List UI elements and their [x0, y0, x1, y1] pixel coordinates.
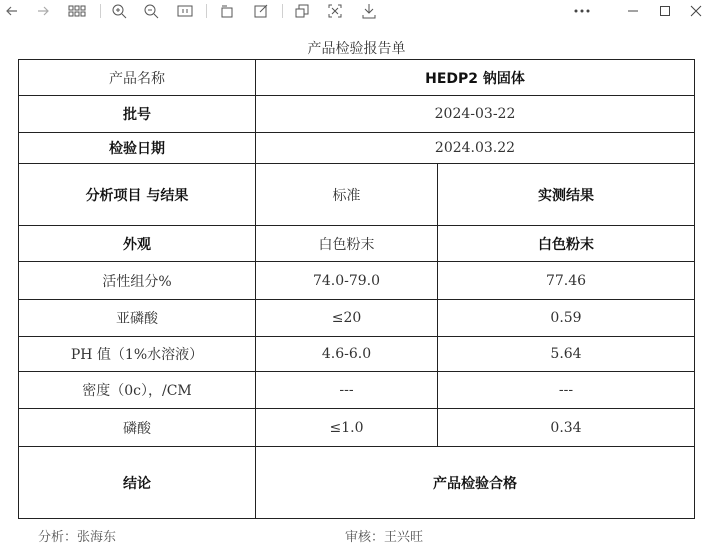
zoom-out-icon[interactable]: [140, 0, 162, 22]
minimize-icon[interactable]: [622, 0, 644, 22]
close-icon[interactable]: [685, 0, 707, 22]
rotate-icon[interactable]: [216, 0, 238, 22]
item-standard: ---: [256, 372, 438, 409]
fullscreen-icon[interactable]: [324, 0, 346, 22]
item-name: 磷酸: [19, 409, 256, 447]
viewer-toolbar: [0, 0, 713, 22]
item-result: 白色粉末: [438, 226, 695, 262]
table-header-row: [19, 164, 695, 226]
back-icon[interactable]: [2, 0, 22, 22]
test-date-value: 2024.03.22: [256, 133, 695, 164]
item-standard: 白色粉末: [256, 226, 438, 262]
table-row: [19, 262, 695, 300]
item-standard: 74.0-79.0: [256, 262, 438, 300]
header-standard: 标准: [256, 164, 438, 226]
item-standard: 4.6-6.0: [256, 337, 438, 372]
item-name: PH 值（1%水溶液）: [19, 337, 256, 372]
header-result: 实测结果: [438, 164, 695, 226]
item-standard: ≤20: [256, 300, 438, 337]
item-result: 77.46: [438, 262, 695, 300]
table-row: [19, 372, 695, 409]
reviewer-text: 审核：王兴旺: [345, 530, 424, 545]
table-row: [19, 133, 695, 164]
analyst-text: 分析：张海东: [38, 530, 117, 545]
table-row: [19, 60, 695, 96]
test-date-label: 检验日期: [19, 133, 256, 164]
item-result: 5.64: [438, 337, 695, 372]
item-name: 外观: [19, 226, 256, 262]
extract-icon[interactable]: [291, 0, 313, 22]
conclusion-value: 产品检验合格: [256, 447, 695, 519]
table-row: [19, 409, 695, 447]
document-title: 产品检验报告单: [307, 41, 406, 57]
conclusion-label: 结论: [19, 447, 256, 519]
item-standard: ≤1.0: [256, 409, 438, 447]
footer-partial: [0, 520, 713, 545]
maximize-icon[interactable]: [654, 0, 676, 22]
zoom-in-icon[interactable]: [108, 0, 130, 22]
item-name: 密度（0c），/CM: [19, 372, 256, 409]
table-row: [19, 226, 695, 262]
item-name: 活性组分%: [19, 262, 256, 300]
item-result: 0.59: [438, 300, 695, 337]
item-result: 0.34: [438, 409, 695, 447]
forward-icon[interactable]: [33, 0, 53, 22]
grid-icon[interactable]: [66, 0, 88, 22]
annotate-icon[interactable]: [250, 0, 272, 22]
item-name: 亚磷酸: [19, 300, 256, 337]
product-name-label: 产品名称: [19, 60, 256, 96]
conclusion-row: [19, 447, 695, 519]
table-row: [19, 96, 695, 133]
more-icon[interactable]: [570, 0, 594, 22]
batch-value: 2024-03-22: [256, 96, 695, 133]
download-icon[interactable]: [358, 0, 380, 22]
fit-page-icon[interactable]: [174, 0, 196, 22]
header-item: 分析项目 与结果: [19, 164, 256, 226]
report-table: [18, 59, 695, 519]
item-result: ---: [438, 372, 695, 409]
table-row: [19, 337, 695, 372]
product-name-value: HEDP2 钠固体: [256, 60, 695, 96]
batch-label: 批号: [19, 96, 256, 133]
document-page: [0, 22, 713, 545]
table-row: [19, 300, 695, 337]
